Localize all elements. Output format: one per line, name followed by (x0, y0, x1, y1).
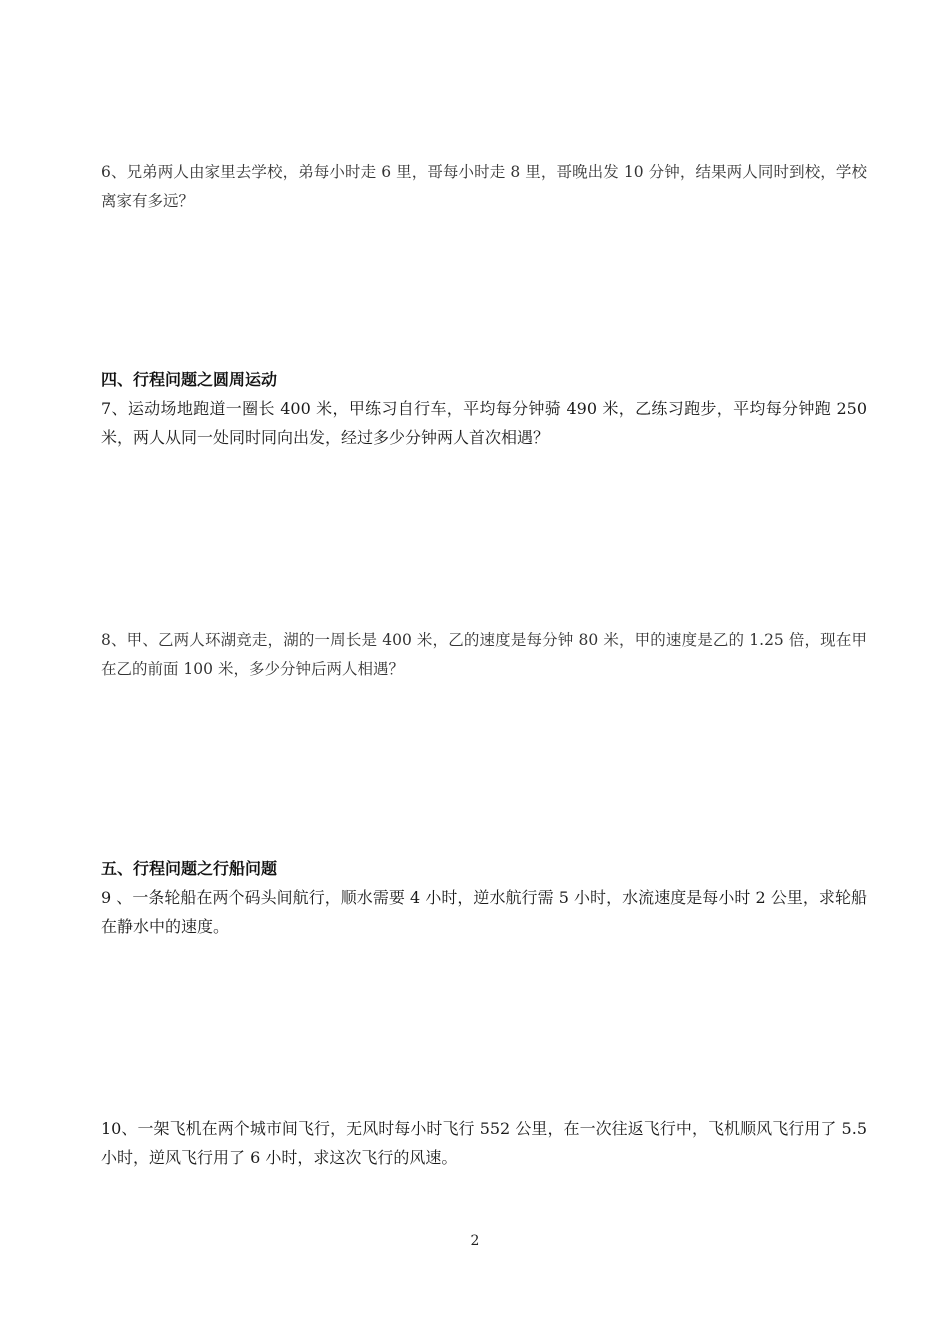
problem-10-text: 10、一架飞机在两个城市间飞行，无风时每小时飞行 552 公里，在一次往返飞行中，飞机顺风飞行用了 5.5 小时，逆风飞行用了 6 小时，求这次飞行的风速。 (101, 1119, 867, 1167)
problem-7 (101, 394, 867, 452)
problem-9-text: 9 、一条轮船在两个码头间航行，顺水需要 4 小时，逆水航行需 5 小时，水流速度是每小时 2 公里，求轮船在静水中的速度。 (101, 888, 867, 936)
problem-7-text: 7、运动场地跑道一圈长 400 米，甲练习自行车，平均每分钟骑 490 米，乙练习跑步，平均每分钟跑 250 米，两人从同一处同时同向出发，经过多少分钟两人首次相遇？ (101, 399, 867, 447)
problem-6-text: 6、兄弟两人由家里去学校，弟每小时走 6 里，哥每小时走 8 里，哥晚出发 10 分钟，结果两人同时到校，学校离家有多远？ (101, 163, 867, 210)
problem-9 (101, 883, 867, 941)
section-4-heading: 四、行程问题之圆周运动 (101, 370, 278, 389)
problem-6 (101, 158, 867, 216)
section-5-heading: 五、行程问题之行船问题 (101, 859, 278, 878)
problem-8-text: 8、甲、乙两人环湖竞走，湖的一周长是 400 米，乙的速度是每分钟 80 米，甲的速度是乙的 1.25 倍，现在甲在乙的前面 100 米，多少分钟后两人相遇？ (101, 631, 867, 678)
section-5 (101, 857, 867, 881)
problem-8 (101, 626, 867, 684)
section-4 (101, 368, 867, 392)
page-number: 2 (470, 1233, 480, 1249)
problem-10 (101, 1114, 867, 1172)
